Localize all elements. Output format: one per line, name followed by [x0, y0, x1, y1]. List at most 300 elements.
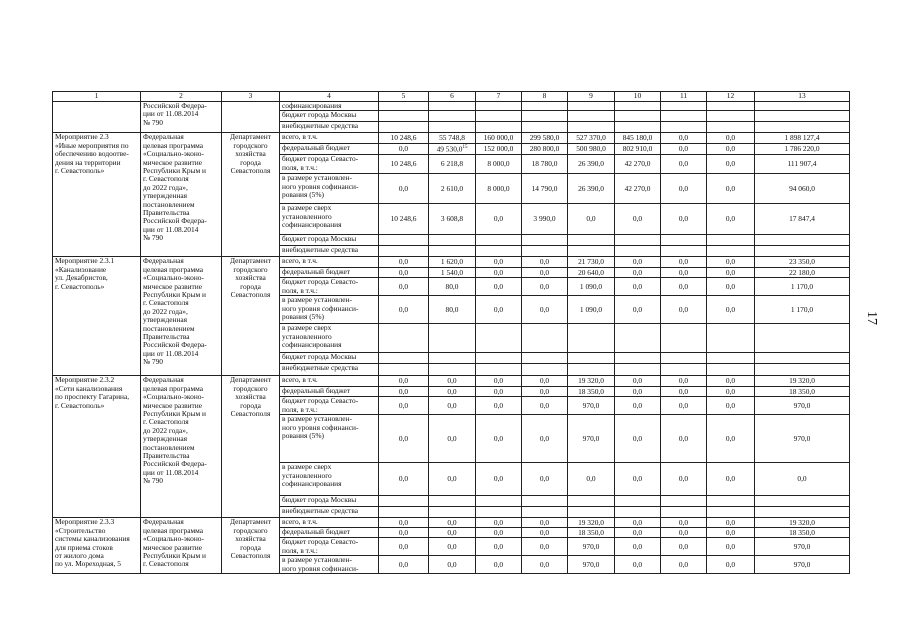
- value-cell: 0,0: [429, 556, 476, 574]
- value-cell: [707, 102, 755, 111]
- value-cell: [522, 235, 568, 246]
- value-cell: 0,0: [476, 257, 522, 268]
- value-cell: 0,0: [522, 268, 568, 278]
- value-cell: 0,0: [661, 538, 707, 556]
- value-cell: 0,0: [379, 528, 429, 538]
- value-cell: 0,0: [707, 397, 755, 415]
- funding-source-label: федеральный бюджет: [280, 268, 379, 278]
- value-cell: 527 370,0: [568, 133, 615, 144]
- funding-source-label: федеральный бюджет: [280, 144, 379, 155]
- funding-source-label: федеральный бюджет: [280, 387, 379, 397]
- value-cell: [476, 496, 522, 507]
- value-cell: [522, 353, 568, 364]
- funding-source-label: всего, в т.ч.: [280, 518, 379, 528]
- value-cell: 1 170,0: [755, 296, 850, 324]
- value-cell: [476, 324, 522, 353]
- column-header-8: 8: [522, 92, 568, 102]
- value-cell: 19 320,0: [755, 376, 850, 387]
- measure-name-cell: Мероприятие 2.3 «Иные мероприятия по обеспечению водоотве- дения на территории г. Севастополь»: [53, 133, 141, 257]
- value-cell: 0,0: [661, 463, 707, 496]
- value-cell: [661, 496, 707, 507]
- value-cell: 0,0: [476, 268, 522, 278]
- value-cell: 0,0: [707, 463, 755, 496]
- value-cell: 18 780,0: [522, 155, 568, 174]
- value-cell: 0,0: [615, 296, 661, 324]
- column-header-12: 12: [707, 92, 755, 102]
- funding-source-label: внебюджетные средства: [280, 122, 379, 133]
- value-cell: 0,0: [707, 528, 755, 538]
- value-cell: [379, 507, 429, 518]
- column-header-11: 11: [661, 92, 707, 102]
- value-cell: 0,0: [379, 397, 429, 415]
- value-cell: 0,0: [615, 528, 661, 538]
- value-cell: 0,0: [522, 528, 568, 538]
- value-cell: [522, 507, 568, 518]
- value-cell: 0,0: [661, 133, 707, 144]
- funding-source-label: бюджет города Москвы: [280, 235, 379, 246]
- value-cell: 0,0: [429, 376, 476, 387]
- value-cell: [476, 235, 522, 246]
- value-cell: 0,0: [429, 538, 476, 556]
- value-cell: 0,0: [615, 204, 661, 235]
- value-cell: 0,0: [429, 415, 476, 463]
- value-cell: 0,0: [379, 376, 429, 387]
- table-row: [53, 133, 850, 144]
- funding-source-label: внебюджетные средства: [280, 246, 379, 257]
- value-cell: 49 530,0$^{15}$: [429, 144, 476, 155]
- value-cell: 160 000,0: [476, 133, 522, 144]
- value-cell: 0,0: [476, 518, 522, 528]
- value-cell: [379, 111, 429, 122]
- value-cell: 18 350,0: [755, 528, 850, 538]
- value-cell: [615, 496, 661, 507]
- value-cell: 299 580,0: [522, 133, 568, 144]
- department-cell: [222, 102, 280, 133]
- value-cell: [476, 122, 522, 133]
- value-cell: 3 990,0: [522, 204, 568, 235]
- funding-source-label: внебюджетные средства: [280, 364, 379, 376]
- funding-source-label: бюджет города Москвы: [280, 496, 379, 507]
- program-cell: Федеральная целевая программа «Социально-эконо- мическое развитие Республики Крым и г. Севастополя: [141, 518, 222, 574]
- value-cell: 500 980,0: [568, 144, 615, 155]
- value-cell: 0,0: [661, 155, 707, 174]
- value-cell: 0,0: [476, 528, 522, 538]
- value-cell: 0,0: [429, 528, 476, 538]
- funding-source-label: бюджет города Севасто- поля, в т.ч.:: [280, 538, 379, 556]
- value-cell: 0,0: [707, 144, 755, 155]
- value-cell: 1 620,0: [429, 257, 476, 268]
- value-cell: 1 540,0: [429, 268, 476, 278]
- table-row: [53, 102, 850, 111]
- value-cell: 0,0: [476, 556, 522, 574]
- header-row: [53, 92, 850, 102]
- value-cell: 0,0: [615, 278, 661, 296]
- value-cell: [755, 111, 850, 122]
- value-cell: 18 350,0: [755, 387, 850, 397]
- value-cell: 0,0: [379, 415, 429, 463]
- value-cell: 0,0: [615, 376, 661, 387]
- value-cell: 0,0: [379, 144, 429, 155]
- value-cell: [379, 353, 429, 364]
- value-cell: 0,0: [707, 538, 755, 556]
- column-header-2: 2: [141, 92, 222, 102]
- value-cell: 0,0: [707, 296, 755, 324]
- value-cell: [476, 507, 522, 518]
- value-cell: 0,0: [476, 278, 522, 296]
- value-cell: 6 218,8: [429, 155, 476, 174]
- value-cell: 0,0: [522, 556, 568, 574]
- value-cell: 2 610,0: [429, 174, 476, 204]
- value-cell: 0,0: [379, 296, 429, 324]
- value-cell: 0,0: [379, 463, 429, 496]
- funding-source-label: бюджет города Москвы: [280, 111, 379, 122]
- value-cell: 8 000,0: [476, 155, 522, 174]
- value-cell: [476, 111, 522, 122]
- value-cell: [661, 353, 707, 364]
- value-cell: 0,0: [568, 204, 615, 235]
- value-cell: [615, 364, 661, 376]
- value-cell: 0,0: [615, 257, 661, 268]
- value-cell: 0,0: [568, 463, 615, 496]
- value-cell: [379, 324, 429, 353]
- value-cell: [707, 235, 755, 246]
- funding-source-label: в размере сверх установленного софинансирования: [280, 463, 379, 496]
- value-cell: 0,0: [615, 463, 661, 496]
- funding-source-label: в размере установлен- ного уровня софинанси- рования (5%): [280, 296, 379, 324]
- value-cell: [522, 102, 568, 111]
- value-cell: 26 390,0: [568, 174, 615, 204]
- value-cell: [568, 102, 615, 111]
- value-cell: [615, 353, 661, 364]
- value-cell: 0,0: [476, 204, 522, 235]
- value-cell: 0,0: [379, 268, 429, 278]
- value-cell: 21 730,0: [568, 257, 615, 268]
- table-row: [53, 518, 850, 528]
- funding-source-label: софинансирования: [280, 102, 379, 111]
- department-cell: Департамент городского хозяйства города Севастополя: [222, 376, 280, 518]
- value-cell: 0,0: [707, 556, 755, 574]
- funding-source-label: в размере установлен- ного уровня софинанси- рования (5%): [280, 174, 379, 204]
- value-cell: 0,0: [615, 415, 661, 463]
- value-cell: 0,0: [476, 415, 522, 463]
- funding-source-label: бюджет города Москвы: [280, 353, 379, 364]
- value-cell: [379, 235, 429, 246]
- value-cell: 42 270,0: [615, 174, 661, 204]
- value-cell: 0,0: [429, 397, 476, 415]
- value-cell: 1 898 127,4: [755, 133, 850, 144]
- value-cell: [707, 496, 755, 507]
- measure-name-cell: [53, 102, 141, 133]
- value-cell: [522, 122, 568, 133]
- table-row: [53, 257, 850, 268]
- value-cell: [615, 507, 661, 518]
- value-cell: [755, 496, 850, 507]
- value-cell: 10 248,6: [379, 155, 429, 174]
- value-cell: [755, 235, 850, 246]
- funding-source-label: в размере установлен- ного уровня софинанси- рования (5%): [280, 415, 379, 463]
- value-cell: [707, 246, 755, 257]
- value-cell: 0,0: [429, 463, 476, 496]
- value-cell: 55 748,8: [429, 133, 476, 144]
- value-cell: 0,0: [661, 415, 707, 463]
- value-cell: 19 320,0: [755, 518, 850, 528]
- value-cell: 10 248,6: [379, 204, 429, 235]
- table-row: [53, 376, 850, 387]
- value-cell: 970,0: [568, 556, 615, 574]
- funding-source-label: бюджет города Севасто- поля, в т.ч.:: [280, 278, 379, 296]
- measure-name-cell: Мероприятие 2.3.2 «Сети канализования по проспекту Гагарина, г. Севастополь»: [53, 376, 141, 518]
- value-cell: 970,0: [755, 538, 850, 556]
- value-cell: 0,0: [661, 257, 707, 268]
- value-cell: 0,0: [476, 463, 522, 496]
- department-cell: Департамент городского хозяйства города Севастополя: [222, 133, 280, 257]
- value-cell: 0,0: [429, 387, 476, 397]
- column-header-4: 4: [280, 92, 379, 102]
- column-header-3: 3: [222, 92, 280, 102]
- value-cell: [707, 324, 755, 353]
- value-cell: 0,0: [522, 538, 568, 556]
- value-cell: 0,0: [522, 518, 568, 528]
- value-cell: [755, 364, 850, 376]
- value-cell: 0,0: [707, 518, 755, 528]
- value-cell: [476, 364, 522, 376]
- value-cell: [379, 102, 429, 111]
- value-cell: [476, 102, 522, 111]
- value-cell: 0,0: [661, 268, 707, 278]
- value-cell: [755, 122, 850, 133]
- funding-source-label: внебюджетные средства: [280, 507, 379, 518]
- value-cell: [429, 364, 476, 376]
- value-cell: 0,0: [379, 257, 429, 268]
- value-cell: [522, 496, 568, 507]
- value-cell: [476, 246, 522, 257]
- column-header-10: 10: [615, 92, 661, 102]
- value-cell: 18 350,0: [568, 387, 615, 397]
- program-cell: Федеральная целевая программа «Социально-эконо- мическое развитие Республики Крым и г. Севастополя до 2022 года», утвержденная постановлением Правительства Российской Федера- ции от 11.08.2014 № 790: [141, 133, 222, 257]
- value-cell: 970,0: [755, 556, 850, 574]
- value-cell: 970,0: [755, 397, 850, 415]
- program-cell: Российской Федера- ции от 11.08.2014 № 790: [141, 102, 222, 133]
- footnote-marker: 15: [462, 145, 468, 151]
- value-cell: [522, 246, 568, 257]
- value-cell: 17 847,4: [755, 204, 850, 235]
- value-cell: [429, 102, 476, 111]
- value-cell: 802 910,0: [615, 144, 661, 155]
- page-number: 17: [864, 311, 879, 325]
- value-cell: 14 790,0: [522, 174, 568, 204]
- value-cell: [568, 122, 615, 133]
- value-cell: 23 350,0: [755, 257, 850, 268]
- value-cell: [379, 122, 429, 133]
- value-cell: 0,0: [661, 556, 707, 574]
- value-cell: [661, 324, 707, 353]
- measure-name-cell: Мероприятие 2.3.3 «Строительство системы канализования для приема стоков от жилого дома по ул. Мореходная, 5: [53, 518, 141, 574]
- value-cell: [429, 507, 476, 518]
- value-cell: 0,0: [379, 556, 429, 574]
- value-cell: [661, 246, 707, 257]
- funding-source-label: бюджет города Севасто- поля, в т.ч.:: [280, 155, 379, 174]
- value-cell: 94 060,0: [755, 174, 850, 204]
- value-cell: 0,0: [522, 387, 568, 397]
- value-cell: 19 320,0: [568, 376, 615, 387]
- value-cell: 0,0: [661, 296, 707, 324]
- value-cell: 26 390,0: [568, 155, 615, 174]
- measure-name-cell: Мероприятие 2.3.1 «Канализование ул. Декабристов, г. Севастополь»: [53, 257, 141, 376]
- value-cell: 0,0: [661, 144, 707, 155]
- value-cell: 0,0: [661, 528, 707, 538]
- value-cell: 970,0: [568, 538, 615, 556]
- value-cell: [661, 122, 707, 133]
- value-cell: [568, 364, 615, 376]
- value-cell: [568, 353, 615, 364]
- value-cell: 0,0: [615, 538, 661, 556]
- value-cell: [522, 364, 568, 376]
- value-cell: 0,0: [707, 133, 755, 144]
- value-cell: [568, 246, 615, 257]
- value-cell: 0,0: [707, 174, 755, 204]
- value-cell: 0,0: [707, 204, 755, 235]
- value-cell: [429, 111, 476, 122]
- value-cell: 0,0: [615, 268, 661, 278]
- value-cell: 970,0: [568, 415, 615, 463]
- value-cell: [661, 111, 707, 122]
- column-header-1: 1: [53, 92, 141, 102]
- value-cell: [755, 507, 850, 518]
- value-cell: 0,0: [661, 397, 707, 415]
- value-cell: 0,0: [522, 463, 568, 496]
- value-cell: 152 000,0: [476, 144, 522, 155]
- value-cell: 0,0: [522, 397, 568, 415]
- value-cell: 845 180,0: [615, 133, 661, 144]
- value-cell: [429, 235, 476, 246]
- value-cell: 80,0: [429, 296, 476, 324]
- value-cell: [615, 102, 661, 111]
- value-cell: 0,0: [707, 376, 755, 387]
- column-header-5: 5: [379, 92, 429, 102]
- column-header-6: 6: [429, 92, 476, 102]
- column-header-7: 7: [476, 92, 522, 102]
- value-cell: 18 350,0: [568, 528, 615, 538]
- value-cell: 0,0: [379, 538, 429, 556]
- value-cell: [379, 364, 429, 376]
- value-cell: [568, 324, 615, 353]
- value-cell: 0,0: [522, 376, 568, 387]
- value-cell: [522, 324, 568, 353]
- value-cell: [707, 364, 755, 376]
- value-cell: 0,0: [379, 278, 429, 296]
- value-cell: [707, 122, 755, 133]
- value-cell: 0,0: [476, 376, 522, 387]
- value-cell: 0,0: [755, 463, 850, 496]
- funding-source-label: в размере установлен- ного уровня софинанси-: [280, 556, 379, 574]
- value-cell: 0,0: [661, 278, 707, 296]
- value-cell: [379, 496, 429, 507]
- column-header-13: 13: [755, 92, 850, 102]
- value-cell: 111 907,4: [755, 155, 850, 174]
- funding-source-label: всего, в т.ч.: [280, 257, 379, 268]
- value-cell: [755, 353, 850, 364]
- value-cell: [429, 496, 476, 507]
- value-cell: 0,0: [615, 397, 661, 415]
- value-cell: 0,0: [379, 387, 429, 397]
- value-cell: [707, 507, 755, 518]
- value-cell: [429, 353, 476, 364]
- value-cell: [661, 507, 707, 518]
- funding-source-label: бюджет города Севасто- поля, в т.ч.:: [280, 397, 379, 415]
- value-cell: [429, 324, 476, 353]
- funding-source-label: в размере сверх установленного софинансирования: [280, 324, 379, 353]
- value-cell: 0,0: [661, 204, 707, 235]
- value-cell: 10 248,6: [379, 133, 429, 144]
- value-cell: 22 180,0: [755, 268, 850, 278]
- value-cell: [429, 122, 476, 133]
- value-cell: 0,0: [429, 518, 476, 528]
- value-cell: 0,0: [476, 296, 522, 324]
- value-cell: 80,0: [429, 278, 476, 296]
- value-cell: [476, 353, 522, 364]
- value-cell: [615, 235, 661, 246]
- value-cell: 0,0: [707, 268, 755, 278]
- funding-source-label: всего, в т.ч.: [280, 133, 379, 144]
- value-cell: [568, 507, 615, 518]
- value-cell: 0,0: [707, 278, 755, 296]
- value-cell: 42 270,0: [615, 155, 661, 174]
- program-cell: Федеральная целевая программа «Социально-эконо- мическое развитие Республики Крым и г. Севастополя до 2022 года», утвержденная постановлением Правительства Российской Федера- ции от 11.08.2014 № 790: [141, 257, 222, 376]
- value-cell: 1 170,0: [755, 278, 850, 296]
- value-cell: 0,0: [522, 257, 568, 268]
- value-cell: 0,0: [379, 174, 429, 204]
- department-cell: Департамент городского хозяйства города Севастополя: [222, 257, 280, 376]
- column-header-9: 9: [568, 92, 615, 102]
- value-cell: 280 800,0: [522, 144, 568, 155]
- value-cell: [661, 235, 707, 246]
- value-cell: 0,0: [476, 538, 522, 556]
- value-cell: 3 608,8: [429, 204, 476, 235]
- value-cell: [661, 364, 707, 376]
- value-cell: [661, 102, 707, 111]
- value-cell: [568, 111, 615, 122]
- value-cell: [755, 246, 850, 257]
- value-cell: 0,0: [661, 174, 707, 204]
- value-cell: 0,0: [615, 387, 661, 397]
- value-cell: 8 000,0: [476, 174, 522, 204]
- value-cell: [615, 111, 661, 122]
- department-cell: Департамент городского хозяйства города Севастополя: [222, 518, 280, 574]
- value-cell: 0,0: [615, 518, 661, 528]
- value-cell: 0,0: [661, 518, 707, 528]
- value-cell: 0,0: [522, 415, 568, 463]
- value-cell: [707, 353, 755, 364]
- funding-source-label: федеральный бюджет: [280, 528, 379, 538]
- value-cell: [429, 246, 476, 257]
- value-cell: 1 786 220,0: [755, 144, 850, 155]
- value-cell: 20 640,0: [568, 268, 615, 278]
- funding-source-label: в размере сверх установленного софинансирования: [280, 204, 379, 235]
- value-cell: 19 320,0: [568, 518, 615, 528]
- value-cell: 0,0: [522, 278, 568, 296]
- funding-source-label: всего, в т.ч.: [280, 376, 379, 387]
- value-cell: 0,0: [707, 415, 755, 463]
- program-cell: Федеральная целевая программа «Социально-эконо- мическое развитие Республики Крым и г. Севастополя до 2022 года», утвержденная постановлением Правительства Российской Федера- ции от 11.08.2014 № 790: [141, 376, 222, 518]
- value-cell: 0,0: [661, 376, 707, 387]
- value-cell: [615, 122, 661, 133]
- value-cell: 0,0: [707, 257, 755, 268]
- value-cell: 0,0: [707, 387, 755, 397]
- value-cell: 1 090,0: [568, 278, 615, 296]
- value-cell: [379, 246, 429, 257]
- value-cell: 0,0: [707, 155, 755, 174]
- value-cell: 0,0: [661, 387, 707, 397]
